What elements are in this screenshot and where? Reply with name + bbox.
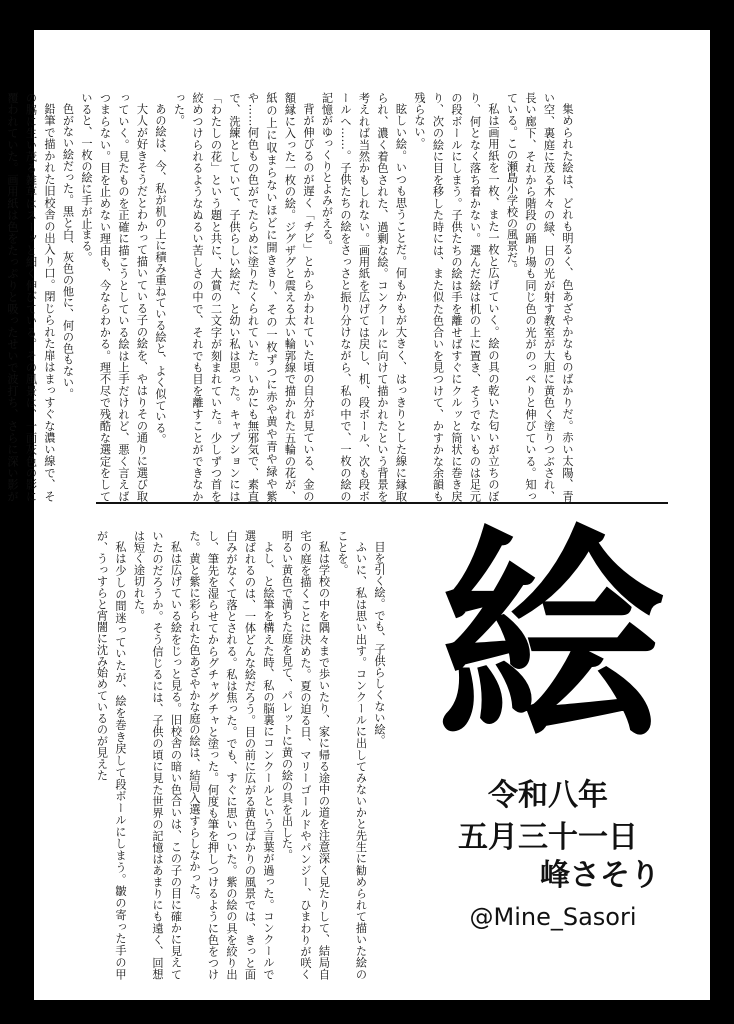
paragraph: 私は画用紙を一枚、また一枚と広げていく。絵の具の乾いた匂いが立ちのぼり、何となく落ち着かない。選んだ絵は机の上に置き、そうでないものは足元の段ボールにしまう。子供たちの絵は手を離せばすぐにクルッと筒状に巻き戻り、次の絵に目を移した時には、また似た色合いを見つけて、かすかな余韻も残らない。 [413,92,500,502]
paragraph: 眩しい絵。いつも思うことだ。何もかもが大きく、はっきりとした線に縁取られ、濃く着色された、過剰な絵。コンクールに向けて描かれたという背景を考えれば当然かもしれない。画用紙を広げては戻し、机、段ボール、次も段ボールへ……。子供たちの絵をさっさと振り分けながら、私の中で、一枚の絵の記憶がゆっくりとよみがえる。 [320,92,408,502]
author-handle: @Mine_Sasori [469,903,637,931]
paragraph: ふいに、私は思い出す。コンクールに出してみないかと先生に勧められて描いた絵のことを。 [336,530,368,980]
lower-story-text [95,530,388,980]
upper-story-text [6,92,576,502]
manuscript-page [6,30,710,1000]
paragraph: 私は少しの間迷っていたが、絵を巻き戻して段ボールにしまう。皺の寄った手の甲が、うっすらと宵闇に沈み始めているのが見えた [95,530,127,980]
paragraph: 集められた絵は、どれも明るく、色あざやかなものばかりだ。赤い太陽、青い空、裏庭に茂る木々の緑、日の光が射す教室が大胆に黄色く塗りつぶされ、長い廊下、それから階段の踊り場も同じ色の光がのっぺりと伸びている。知っている。この瀬島小学校の風景だ。 [505,92,574,502]
title-kanji: 絵 [438,506,666,772]
paragraph: 私は広げている絵をじっと見る。旧校舎の暗い色合いは、この子の目に確かに見えていたのだろうか。そう信じるには、子供の頃に見た世界の記憶はあまりにも遠く、回想は短く途切れた。 [132,530,183,980]
publication-date: 五月三十一日 [458,820,638,855]
paragraph: 色がない絵だった。黒と白、灰色の他に、何の色もない。 [61,103,75,400]
paragraph: 背が伸びるのが遅く「チビ」とからかわれていた頃の自分が見ている、金の額縁に入った一枚の絵。ジグザグと震える太い輪郭線で描かれた五輪の花が、紙の上に収まらないほどに開ききり、その一枚ずつに赤や黄や青や緑や紫や……何色もの色がでたらめに塗りたくられていた。いかにも無邪気で、素直で、洗練としていて、子供らしい絵だ、と幼い私は思った。キャプションには「わたしの花」という題と共に、大賞の二文字が刻まれていた。少しずつ首を絞めつけられるようなぬるい苦しさの中で、それでも目を離すことができなかった。 [172,92,315,502]
author-name: 峰さそり [540,858,660,893]
paragraph: よし、と絵筆を構えた時、私の脳裏にコンクールという言葉が過った。コンクールで選ばれるのは、一体どんな絵だろう。目の前に広がる黄色ばかりの風景では、きっと面白みがなくて落とされる。私は焦った。でも、すぐに思いついた。紫の絵の具を絞り出し、筆先を湿らせてからグチャグチャと塗った。何度も筆を押しつけるように色をつけた。黄と紫に彩られた色あざやかな庭の絵は、結局入選すらしなかった。 [188,530,275,980]
paragraph: あの絵は、今、私が机の上に積み重ねている絵と、よく似ている。 [154,103,167,446]
paragraph: 鉛筆で描かれた旧校舎の出入り口。閉じられた扉はまっすぐな濃い線で、その脇に生い茂る雑草はスーッと細く伸びている。その風景は、一面灰色の影に覆われていた。画用紙は色をたっぷりと吸ったせいで波打ち、さらに深い影が [6,92,56,502]
section-divider [96,502,668,504]
paragraph: 目を引く絵。でも、子供らしくない絵。 [373,541,386,747]
era-year: 令和八年 [488,778,608,813]
paragraph: 大人が好きそうだとわかって描いている子の絵を、やはりその通りに選び取っていく。見たものを正確に描こうとしている絵は上手だけれど、悪く言えばつまらない。目を止めない理由も、今ならわかる。理不尽で残酷な選定をしていると、一枚の絵に手が止まる。 [80,92,149,502]
paragraph: 私は学校の中を隅々まで歩いたり、家に帰る途中の道を注意深く見たりして、結局自宅の庭を描くことに決めた。夏の迫る日、マリーゴールドやパンジー、ひまわりが咲く明るい黄色で満ちた庭を見て、パレットに黄の絵の具を出した。 [280,530,331,980]
